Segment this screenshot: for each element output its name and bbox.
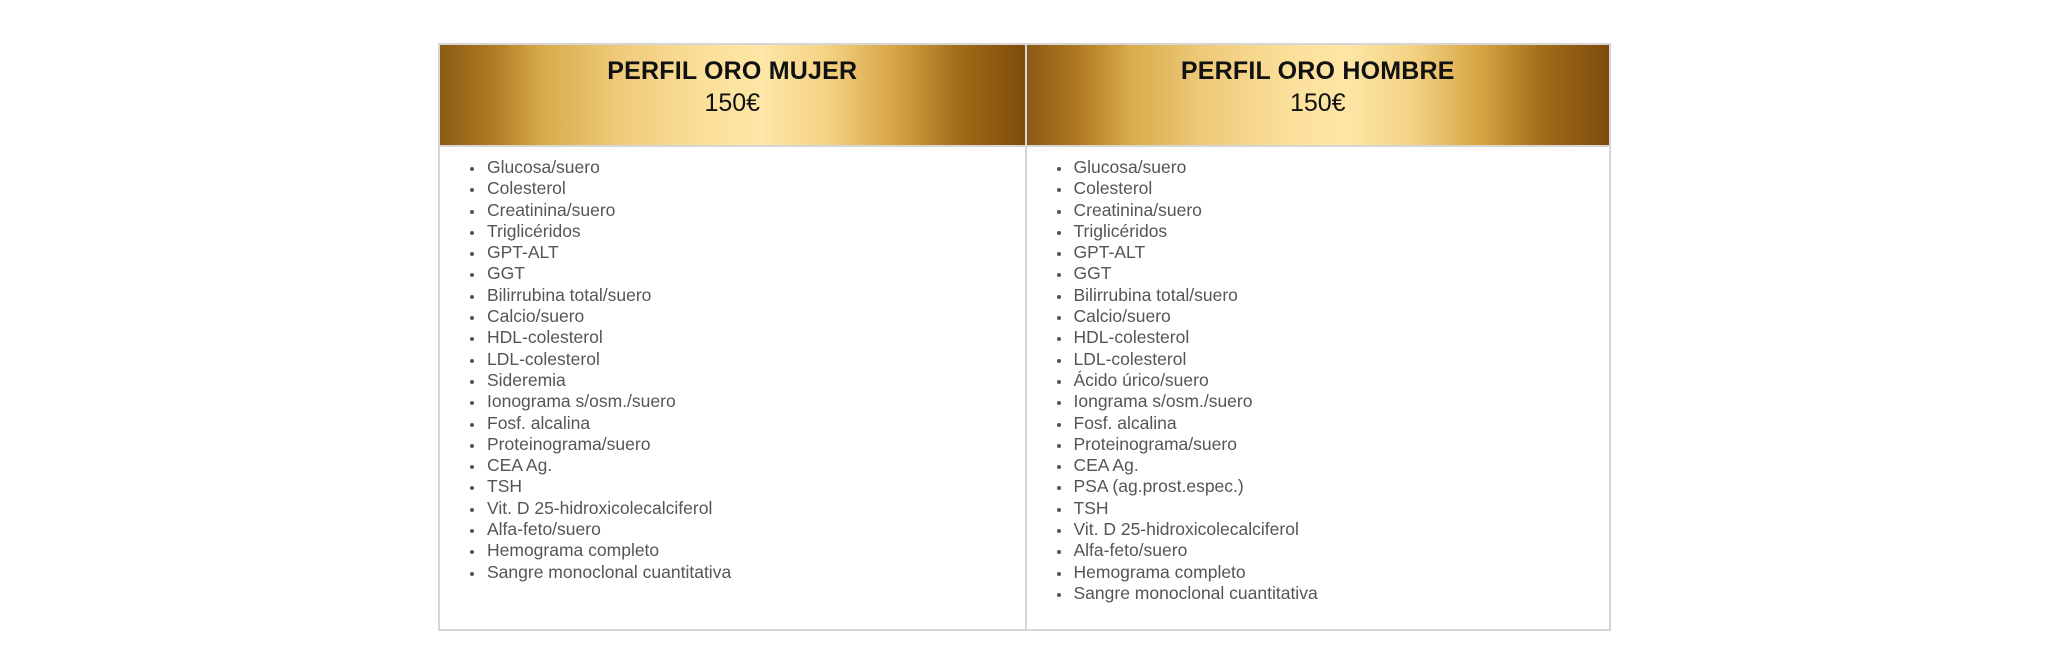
profile-column-hombre bbox=[1025, 45, 1610, 629]
list-item: • Hemograma completo bbox=[1072, 562, 1610, 583]
list-item: • Vit. D 25-hidroxicolecalciferol bbox=[1072, 519, 1610, 540]
list-item: • Ionograma s/osm./suero bbox=[485, 391, 1025, 412]
list-item: • Sangre monoclonal cuantitativa bbox=[1072, 583, 1610, 604]
list-item: • Proteinograma/suero bbox=[485, 434, 1025, 455]
list-item: • Ácido úrico/suero bbox=[1072, 370, 1610, 391]
profile-column-mujer bbox=[440, 45, 1025, 629]
list-item: • GPT-ALT bbox=[1072, 242, 1610, 263]
list-item: • CEA Ag. bbox=[1072, 455, 1610, 476]
list-item: • Creatinina/suero bbox=[485, 200, 1025, 221]
list-item: • Calcio/suero bbox=[485, 306, 1025, 327]
list-item: • PSA (ag.prost.espec.) bbox=[1072, 476, 1610, 497]
profile-title: PERFIL ORO HOMBRE bbox=[1180, 57, 1455, 85]
list-item: • Alfa-feto/suero bbox=[485, 519, 1025, 540]
list-item: • Colesterol bbox=[1072, 178, 1610, 199]
list-item: • Alfa-feto/suero bbox=[1072, 540, 1610, 561]
list-item: • Iongrama s/osm./suero bbox=[1072, 391, 1610, 412]
list-item: • Proteinograma/suero bbox=[1072, 434, 1610, 455]
test-list-mujer bbox=[440, 147, 1025, 583]
profile-header-mujer bbox=[440, 45, 1025, 147]
list-item: • GGT bbox=[485, 263, 1025, 284]
list-item: • Creatinina/suero bbox=[1072, 200, 1610, 221]
list-item: • Hemograma completo bbox=[485, 540, 1025, 561]
list-item: • Triglicéridos bbox=[1072, 221, 1610, 242]
list-item: • Bilirrubina total/suero bbox=[1072, 285, 1610, 306]
test-list-hombre bbox=[1027, 147, 1610, 604]
list-item: • LDL-colesterol bbox=[485, 349, 1025, 370]
list-item: • Sideremia bbox=[485, 370, 1025, 391]
list-item: • Colesterol bbox=[485, 178, 1025, 199]
list-item: • Glucosa/suero bbox=[485, 157, 1025, 178]
list-item: • HDL-colesterol bbox=[485, 327, 1025, 348]
list-item: • TSH bbox=[1072, 498, 1610, 519]
list-item: • GPT-ALT bbox=[485, 242, 1025, 263]
list-item: • LDL-colesterol bbox=[1072, 349, 1610, 370]
profiles-table bbox=[438, 43, 1611, 631]
profile-title: PERFIL ORO MUJER bbox=[607, 57, 858, 85]
list-item: • Glucosa/suero bbox=[1072, 157, 1610, 178]
list-item: • Fosf. alcalina bbox=[1072, 413, 1610, 434]
list-item: • Sangre monoclonal cuantitativa bbox=[485, 562, 1025, 583]
list-item: • Calcio/suero bbox=[1072, 306, 1610, 327]
list-item: • TSH bbox=[485, 476, 1025, 497]
list-item: • CEA Ag. bbox=[485, 455, 1025, 476]
list-item: • HDL-colesterol bbox=[1072, 327, 1610, 348]
list-item: • GGT bbox=[1072, 263, 1610, 284]
list-item: • Triglicéridos bbox=[485, 221, 1025, 242]
list-item: • Fosf. alcalina bbox=[485, 413, 1025, 434]
list-item: • Vit. D 25-hidroxicolecalciferol bbox=[485, 498, 1025, 519]
profile-price: 150€ bbox=[1289, 89, 1346, 117]
profile-price: 150€ bbox=[704, 89, 761, 117]
profile-header-hombre bbox=[1027, 45, 1610, 147]
list-item: • Bilirrubina total/suero bbox=[485, 285, 1025, 306]
